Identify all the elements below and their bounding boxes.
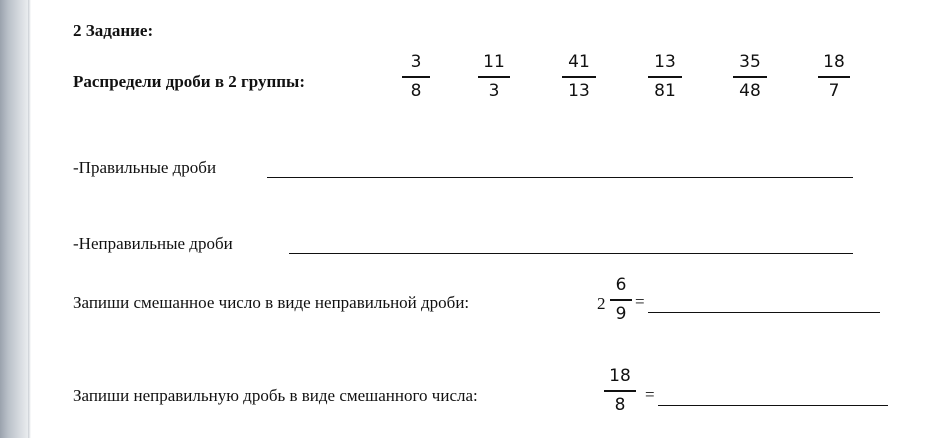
improper-fractions-label: -Неправильные дроби [73, 234, 233, 253]
fraction-bar [604, 390, 636, 392]
fraction-denominator: 9 [615, 303, 627, 324]
fraction-denominator: 8 [614, 394, 626, 415]
fraction-numerator: 11 [483, 52, 505, 72]
mixed-to-improper-answer-line[interactable] [648, 312, 880, 313]
fraction-denominator: 8 [410, 80, 422, 101]
fraction-denominator: 7 [828, 80, 840, 101]
fraction-denominator: 13 [568, 80, 590, 101]
fraction-bar [610, 299, 632, 301]
fraction-denominator: 48 [739, 80, 761, 101]
fraction-item [733, 52, 767, 101]
fraction-bar [402, 76, 430, 78]
mixed-number-fraction [610, 275, 632, 324]
fraction-bar [562, 76, 596, 78]
fraction-numerator: 3 [410, 52, 422, 72]
fraction-item [402, 52, 430, 101]
fraction-item [648, 52, 682, 101]
fraction-bar [818, 76, 850, 78]
mixed-number-whole: 2 [597, 294, 606, 313]
fraction-item [562, 52, 596, 101]
fraction-bar [478, 76, 510, 78]
fraction-bar [733, 76, 767, 78]
fraction-numerator: 41 [568, 52, 590, 72]
fraction-numerator: 6 [615, 275, 627, 295]
fraction-numerator: 18 [823, 52, 845, 72]
equals-sign: = [645, 385, 655, 404]
fraction-numerator: 13 [654, 52, 676, 72]
fraction-denominator: 3 [488, 80, 500, 101]
fraction-numerator: 35 [739, 52, 761, 72]
improper-to-mixed-label: Запиши неправильную дробь в виде смешанного числа: [73, 386, 478, 405]
mixed-to-improper-label: Запиши смешанное число в виде неправильной дроби: [73, 293, 470, 312]
fraction-item [818, 52, 850, 101]
proper-fractions-label: -Правильные дроби [73, 158, 217, 177]
equals-sign: = [635, 292, 645, 311]
improper-fraction [604, 366, 636, 415]
task-instruction: Распредели дроби в 2 группы: [73, 72, 305, 91]
fraction-numerator: 18 [609, 366, 631, 386]
window-left-border [0, 0, 28, 438]
task-title: 2 Задание: [73, 21, 154, 40]
fraction-denominator: 81 [654, 80, 676, 101]
proper-fractions-answer-line[interactable] [267, 177, 853, 178]
window-left-border-edge [28, 0, 31, 438]
improper-to-mixed-answer-line[interactable] [658, 405, 888, 406]
fraction-item [478, 52, 510, 101]
improper-fractions-answer-line[interactable] [289, 253, 853, 254]
fraction-bar [648, 76, 682, 78]
